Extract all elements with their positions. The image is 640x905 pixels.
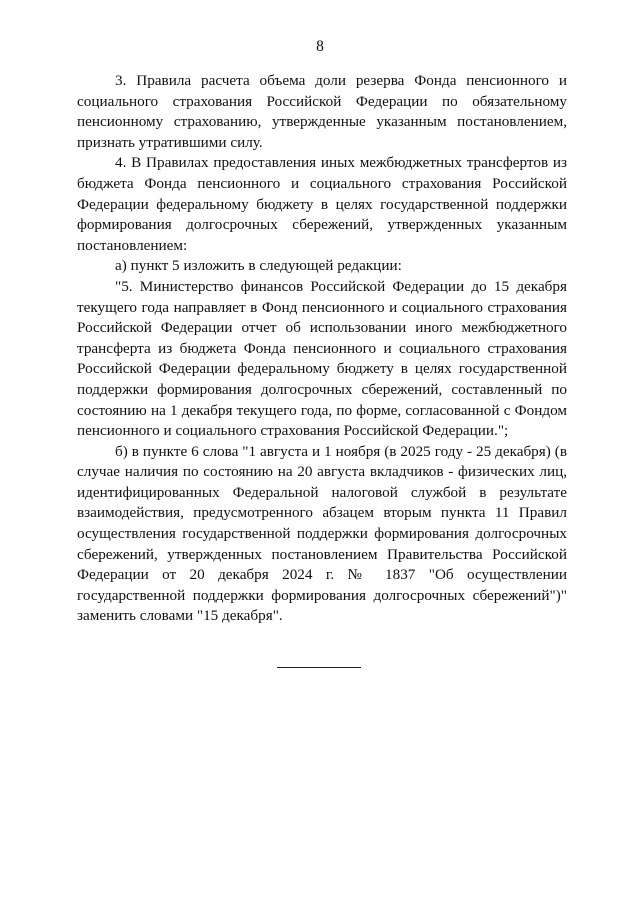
page-number: 8 [316, 38, 324, 55]
quoted-point-5: "5. Министерство финансов Российской Федерации до 15 декабря текущего года направляет в Фонд пенсионного и социального страхования Российской Федерации отчет об использовании иного межбюджетного трансферта из бюджета Фонда пенсионного и социального страхования Российской Федерации федеральному бюджету в целях государственной поддержки формирования долгосрочных сбережений, составленный по состоянию на 1 декабря текущего года, по форме, согласованной с Фондом пенсионного и социального страхования Российской Федерации."; [77, 277, 567, 440]
document-body [77, 71, 567, 627]
subparagraph-a: а) пункт 5 изложить в следующей редакции: [115, 257, 402, 275]
subparagraph-b: б) в пункте 6 слова "1 августа и 1 ноября (в 2025 году - 25 декабря) (в случае наличия по состоянию на 20 августа вкладчиков - физических лиц, идентифицированных Федеральной налоговой службой в результате взаимодействия, предусмотренного абзацем вторым пункта 11 Правил осуществления государственной поддержки формирования долгосрочных сбережений, утвержденных постановлением Правительства Российской Федерации от 20 декабря 2024 г. № 1837 "Об осуществлении государственной поддержки формирования долгосрочных сбережений")" заменить словами "15 декабря". [77, 442, 567, 625]
end-of-text-divider [277, 667, 361, 668]
paragraph-item-3: 3. Правила расчета объема доли резерва Фонда пенсионного и социального страхования Российской Федерации по обязательному пенсионному страхованию, утвержденные указанным постановлением, признать утратившими силу. [77, 72, 567, 151]
paragraph-item-4: 4. В Правилах предоставления иных межбюджетных трансфертов из бюджета Фонда пенсионного и социального страхования Российской Федерации федеральному бюджету в целях государственной поддержки формирования долгосрочных сбережений, утвержденных указанным постановлением: [77, 154, 567, 254]
